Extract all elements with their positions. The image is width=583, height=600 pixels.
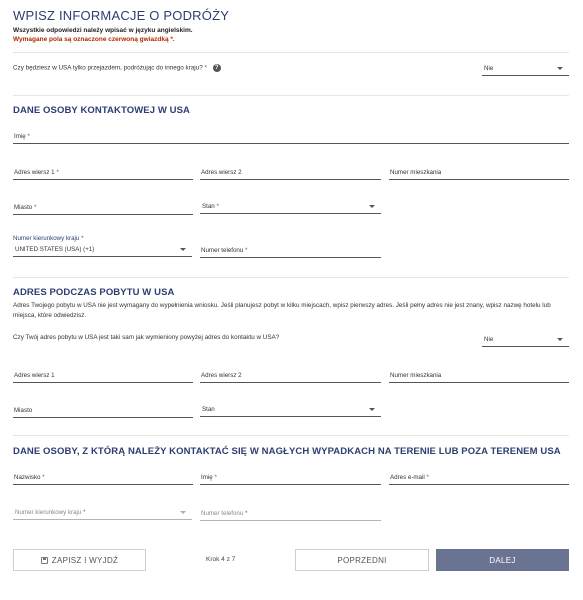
emergency-email-text: Adres e-mail	[390, 474, 425, 481]
stay-city-label: Miasto	[14, 407, 33, 414]
contact-section-title: DANE OSOBY KONTAKTOWEJ W USA	[13, 105, 190, 116]
contact-phone-field[interactable]	[200, 242, 381, 258]
emergency-country-code-select[interactable]	[13, 506, 192, 520]
contact-apartment-field[interactable]	[389, 164, 569, 180]
stay-address1-label: Adres wiersz 1	[14, 372, 55, 379]
save-and-exit-label: ZAPISZ I WYJDŹ	[51, 556, 119, 565]
stay-city-field[interactable]	[13, 402, 193, 418]
contact-country-code-label	[13, 235, 84, 242]
contact-country-code-text: Numer kierunkowy kraju	[13, 235, 80, 242]
contact-address1-label	[14, 169, 59, 176]
emergency-phone-text: Numer telefonu	[201, 510, 244, 517]
contact-country-code-value: UNITED STATES (USA) (+1)	[15, 246, 95, 253]
divider	[13, 95, 569, 96]
save-and-exit-button[interactable]	[13, 549, 146, 571]
stay-description: Adres Twojego pobytu w USA nie jest wymagany do wypełnienia wniosku. Jeśli planujesz pobyt w kilku miejscach, wpisz pierwszy adres. Jeśli pełny adres nie jest znany, wpisz nazwę hotelu lub miejsca, które odwiedzisz.	[13, 302, 551, 319]
divider	[13, 277, 569, 278]
required-mark: *	[27, 133, 30, 140]
divider	[13, 435, 569, 436]
chevron-down-icon	[557, 338, 563, 341]
contact-city-label	[14, 204, 36, 211]
emergency-last-name-field[interactable]	[13, 469, 193, 485]
required-mark: *	[426, 474, 429, 481]
stay-address2-field[interactable]	[200, 367, 381, 383]
contact-first-name-label	[14, 133, 30, 140]
step-indicator: Krok 4 z 7	[206, 556, 236, 563]
contact-address2-field[interactable]	[200, 164, 381, 180]
chevron-down-icon	[369, 205, 375, 208]
contact-city-text: Miasto	[14, 204, 33, 211]
chevron-down-icon	[369, 408, 375, 411]
transit-question	[13, 64, 221, 72]
required-mark: *	[204, 64, 207, 72]
stay-apartment-label: Numer mieszkania	[390, 372, 442, 379]
contact-first-name-text: Imię	[14, 133, 26, 140]
stay-apartment-field[interactable]	[389, 367, 569, 383]
required-mark: *	[214, 474, 217, 481]
contact-apartment-label: Numer mieszkania	[390, 169, 442, 176]
emergency-section-title: DANE OSOBY, Z KTÓRĄ NALEŻY KONTAKTAĆ SIĘ W NAGŁYCH WYPADKACH NA TERENIE LUB POZA TERENEM USA	[13, 446, 561, 457]
emergency-country-code-text: Numer kierunkowy kraju	[15, 509, 82, 516]
stay-same-question: Czy Twój adres pobytu w USA jest taki sam jak wymieniony powyżej adres do kontaktu w USA?	[13, 334, 280, 341]
required-mark: *	[245, 510, 248, 517]
stay-same-select-value: Nie	[484, 336, 494, 343]
page-title: WPISZ INFORMACJE O PODRÓŻY	[13, 8, 230, 23]
contact-state-select[interactable]	[200, 200, 381, 214]
required-mark: *	[81, 235, 84, 242]
contact-address1-text: Adres wiersz 1	[14, 169, 55, 176]
emergency-first-name-field[interactable]	[200, 469, 381, 485]
transit-select[interactable]	[482, 62, 569, 76]
previous-button[interactable]: POPRZEDNI	[295, 549, 429, 571]
emergency-last-name-text: Nazwisko	[14, 474, 41, 481]
emergency-phone-field[interactable]	[200, 505, 381, 521]
chevron-down-icon	[180, 248, 186, 251]
contact-phone-label	[201, 247, 247, 254]
contact-state-text: Stan	[202, 203, 215, 210]
save-icon	[41, 557, 48, 564]
emergency-first-name-label	[201, 474, 217, 481]
chevron-down-icon	[180, 511, 186, 514]
help-icon[interactable]: ?	[213, 64, 221, 72]
stay-address2-label: Adres wiersz 2	[201, 372, 242, 379]
required-mark: *	[83, 509, 86, 516]
required-mark: *	[56, 169, 59, 176]
chevron-down-icon	[557, 67, 563, 70]
stay-state-label: Stan	[202, 406, 215, 413]
required-mark: *	[42, 474, 45, 481]
emergency-phone-label	[201, 510, 247, 517]
stay-same-select[interactable]	[482, 333, 569, 347]
emergency-first-name-text: Imię	[201, 474, 213, 481]
contact-phone-text: Numer telefonu	[201, 247, 244, 254]
transit-select-value: Nie	[484, 65, 494, 72]
english-note: Wszystkie odpowiedzi należy wpisać w języku angielskim.	[13, 27, 193, 34]
contact-address2-label: Adres wiersz 2	[201, 169, 242, 176]
divider	[13, 52, 569, 53]
stay-state-select[interactable]	[200, 403, 381, 417]
emergency-country-code-label	[15, 509, 86, 516]
transit-question-text: Czy będziesz w USA tylko przejazdem, podróżując do innego kraju?	[13, 64, 203, 72]
emergency-email-label	[390, 474, 429, 481]
contact-country-code-select[interactable]	[13, 243, 192, 257]
emergency-email-field[interactable]	[389, 469, 569, 485]
contact-state-label	[202, 203, 219, 210]
stay-address1-field[interactable]	[13, 367, 193, 383]
next-button[interactable]: DALEJ	[436, 549, 569, 571]
stay-section-title: ADRES PODCZAS POBYTU W USA	[13, 287, 175, 298]
required-mark: *	[216, 203, 219, 210]
contact-first-name-field[interactable]	[13, 128, 569, 144]
contact-city-field[interactable]	[13, 199, 193, 215]
required-mark: *	[33, 204, 37, 211]
contact-address1-field[interactable]	[13, 164, 193, 180]
required-mark: *	[245, 247, 248, 254]
required-note: Wymagane pola są oznaczone czerwoną gwiazdką *.	[13, 36, 175, 43]
emergency-last-name-label	[14, 474, 45, 481]
